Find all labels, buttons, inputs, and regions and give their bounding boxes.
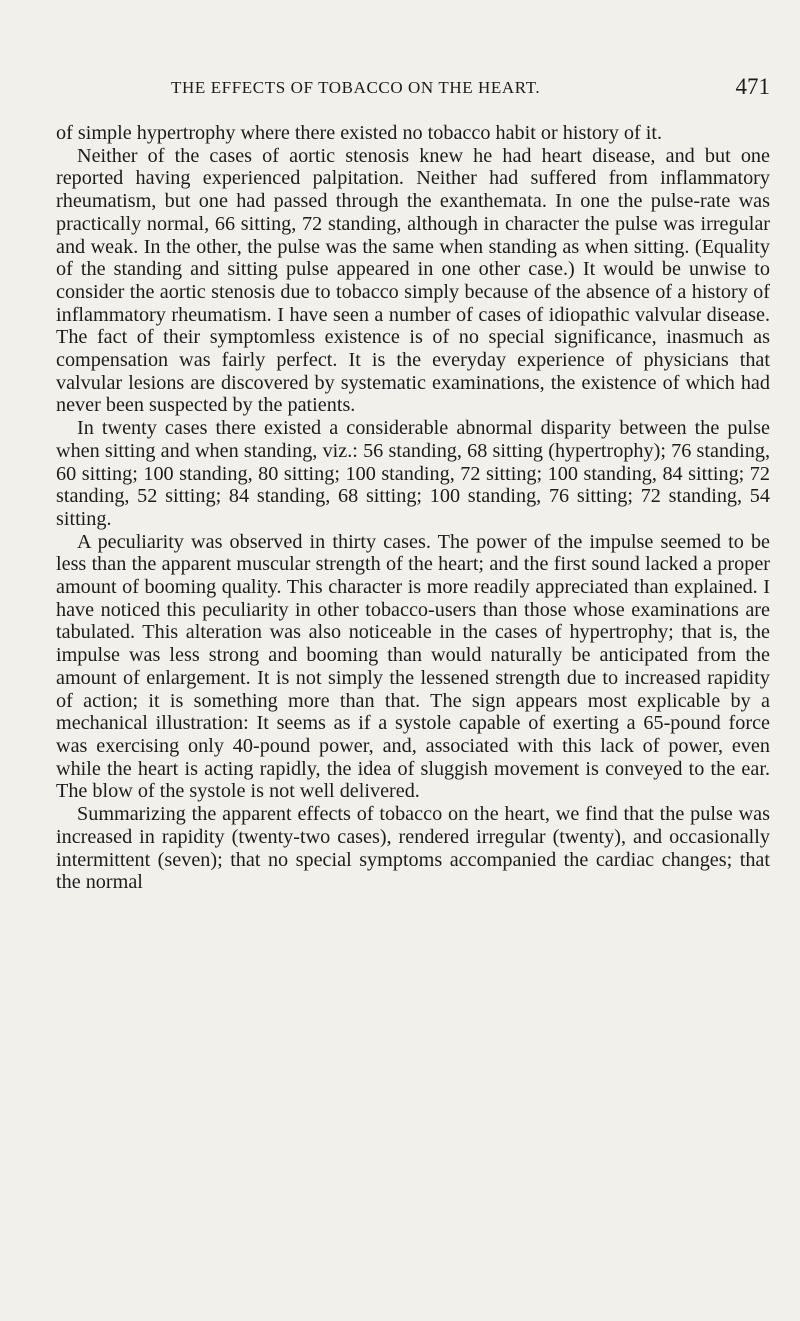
page-number: 471 <box>735 74 770 99</box>
paragraph-pulse-disparity: In twenty cases there existed a considerable abnormal disparity between the pulse when sitting and when standing, viz.: 56 standing, 68 sitting (hypertrophy); 76 standing, 60 sitting; 100 standing, 80 sitting; 100 standing, 72 sitting; 100 standing, 84 sitting; 72 standing, 52 sitting; 84 standing, 68 sitting; 100 standing, 76 sitting; 72 standing, 54 sitting. <box>56 417 770 530</box>
paragraph-continuation: of simple hypertrophy where there existed no tobacco habit or history of it. <box>56 122 663 144</box>
paragraph-summary: Summarizing the apparent effects of tobacco on the heart, we find that the pulse was increased in rapidity (twenty-two cases), rendered irregular (twenty), and occasionally intermittent (seven); that no special symptoms accompanied the cardiac changes; that the normal <box>56 803 770 894</box>
running-head-title: THE EFFECTS OF TOBACCO ON THE HEART. <box>171 78 541 97</box>
paragraph-impulse-peculiarity: A peculiarity was observed in thirty cases. The power of the impulse seemed to be less than the apparent muscular strength of the heart; and the first sound lacked a proper amount of booming quality. This character is more readily appreciated than explained. I have noticed this peculiarity in other tobacco-users than those whose examinations are tabulated. This alteration was also noticeable in the cases of hypertrophy; that is, the impulse was less strong and booming than would naturally be anticipated from the amount of enlargement. It is not simply the lessened strength due to increased rapidity of action; it is something more than that. The sign appears most explicable by a mechanical illustration: It seems as if a systole capable of exerting a 65-pound force was exercising only 40-pound power, and, associated with this lack of power, even while the heart is acting rapidly, the idea of sluggish movement is conveyed to the ear. The blow of the systole is not well delivered. <box>56 530 770 803</box>
paragraph-aortic-stenosis: Neither of the cases of aortic stenosis knew he had heart disease, and but one reported having experienced palpitation. Neither had suffered from inflammatory rheumatism, but one had passed through the exanthemata. In one the pulse-rate was practically normal, 66 sitting, 72 standing, although in character the pulse was irregular and weak. In the other, the pulse was the same when standing as when sitting. (Equality of the standing and sitting pulse appeared in one other case.) It would be unwise to consider the aortic stenosis due to tobacco simply because of the absence of a history of inflammatory rheumatism. I have seen a number of cases of idiopathic valvular disease. The fact of their symptomless existence is of no special significance, inasmuch as compensation was fairly perfect. It is the everyday experience of physicians that valvular lesions are discovered by systematic examinations, the existence of which had never been suspected by the patients. <box>56 144 770 417</box>
body-text <box>56 122 770 894</box>
running-head <box>56 74 770 104</box>
